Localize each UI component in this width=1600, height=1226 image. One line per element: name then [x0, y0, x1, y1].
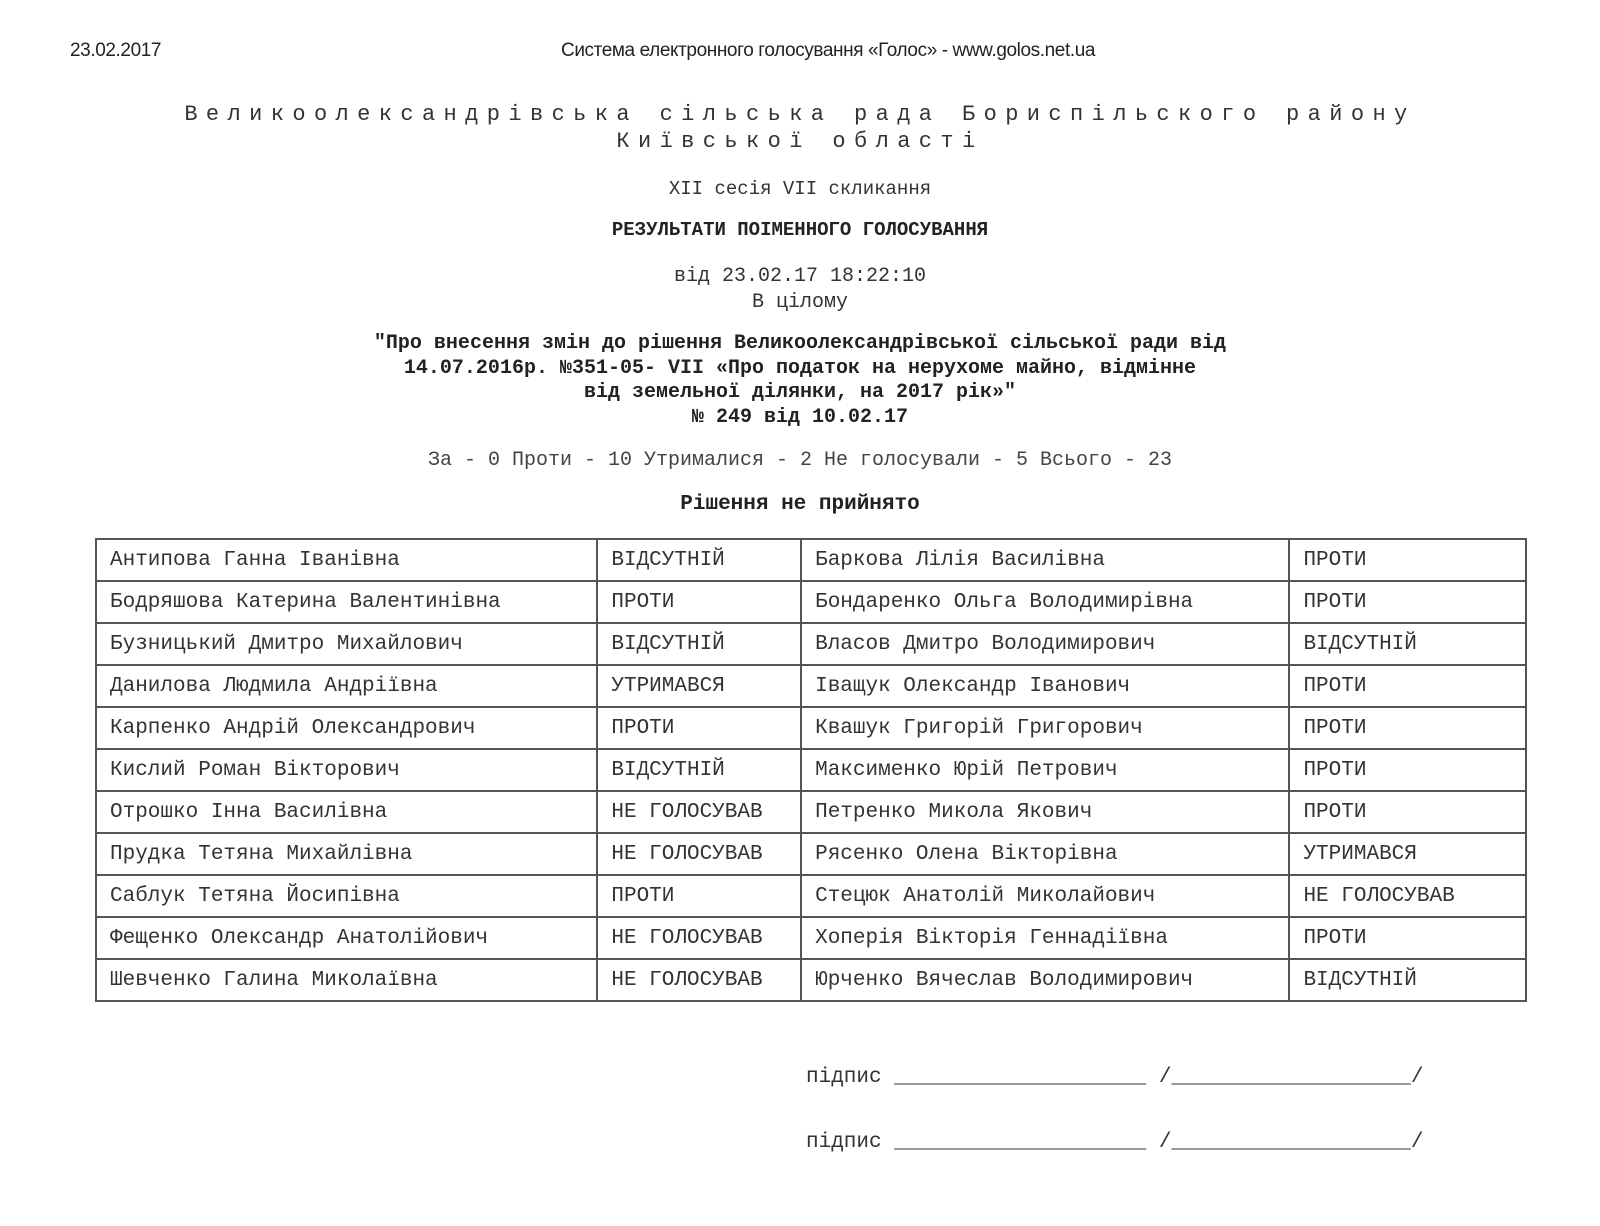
- vote-cell: ПРОТИ: [597, 875, 801, 917]
- vote-cell: ПРОТИ: [597, 707, 801, 749]
- votes-table: [95, 538, 1527, 1002]
- deputy-name-cell: Карпенко Андрій Олександрович: [96, 707, 597, 749]
- signature-line-1: підпис ____________________ /___________________/: [806, 1066, 1424, 1089]
- deputy-name-cell: Власов Дмитро Володимирович: [801, 623, 1289, 665]
- vote-cell: ВІДСУТНІЙ: [597, 749, 801, 791]
- deputy-name-cell: Данилова Людмила Андріївна: [96, 665, 597, 707]
- deputy-name-cell: Бондаренко Ольга Володимирівна: [801, 581, 1289, 623]
- table-row: [96, 623, 1526, 665]
- deputy-name-cell: Бузницький Дмитро Михайлович: [96, 623, 597, 665]
- table-row: [96, 539, 1526, 581]
- table-row: [96, 665, 1526, 707]
- subject-line-4: № 249 від 10.02.17: [691, 405, 909, 429]
- subject-line-3: від земельної ділянки, на 2017 рік»": [583, 381, 1017, 404]
- deputy-name-cell: Баркова Лілія Василівна: [801, 539, 1289, 581]
- decision-subject: [0, 332, 1600, 430]
- council-name: [0, 101, 1600, 155]
- session-title: XII сесія VII скликання: [668, 178, 932, 200]
- deputy-name-cell: Максименко Юрій Петрович: [801, 749, 1289, 791]
- vote-cell: ПРОТИ: [1289, 749, 1526, 791]
- vote-cell: НЕ ГОЛОСУВАВ: [597, 959, 801, 1001]
- print-date: 23.02.2017: [70, 40, 162, 61]
- vote-cell: ПРОТИ: [1289, 707, 1526, 749]
- deputy-name-cell: Петренко Микола Якович: [801, 791, 1289, 833]
- table-row: [96, 581, 1526, 623]
- deputy-name-cell: Антипова Ганна Іванівна: [96, 539, 597, 581]
- table-row: [96, 749, 1526, 791]
- deputy-name-cell: Рясенко Олена Вікторівна: [801, 833, 1289, 875]
- vote-cell: УТРИМАВСЯ: [597, 665, 801, 707]
- vote-cell: ПРОТИ: [1289, 539, 1526, 581]
- deputy-name-cell: Стецюк Анатолій Миколайович: [801, 875, 1289, 917]
- deputy-name-cell: Саблук Тетяна Йосипівна: [96, 875, 597, 917]
- vote-datetime: від 23.02.17 18:22:10: [673, 265, 927, 288]
- table-row: [96, 833, 1526, 875]
- vote-cell: ПРОТИ: [597, 581, 801, 623]
- vote-counts: За - 0 Проти - 10 Утрималися - 2 Не голосували - 5 Всього - 23: [427, 449, 1173, 472]
- vote-cell: НЕ ГОЛОСУВАВ: [597, 917, 801, 959]
- vote-cell: УТРИМАВСЯ: [1289, 833, 1526, 875]
- deputy-name-cell: Прудка Тетяна Михайлівна: [96, 833, 597, 875]
- vote-scope: В цілому: [751, 291, 848, 314]
- results-title: РЕЗУЛЬТАТИ ПОІМЕННОГО ГОЛОСУВАННЯ: [611, 219, 989, 241]
- deputy-name-cell: Шевченко Галина Миколаївна: [96, 959, 597, 1001]
- table-row: [96, 707, 1526, 749]
- table-row: [96, 875, 1526, 917]
- vote-cell: ВІДСУТНІЙ: [597, 623, 801, 665]
- table-row: [96, 791, 1526, 833]
- vote-cell: НЕ ГОЛОСУВАВ: [1289, 875, 1526, 917]
- subject-line-1: "Про внесення змін до рішення Великоолександрівської сільської ради від: [373, 332, 1227, 355]
- deputy-name-cell: Квашук Григорій Григорович: [801, 707, 1289, 749]
- deputy-name-cell: Отрошко Інна Василівна: [96, 791, 597, 833]
- deputy-name-cell: Фещенко Олександр Анатолійович: [96, 917, 597, 959]
- subject-line-2: 14.07.2016р. №351-05- VII «Про податок на нерухоме майно, відмінне: [403, 356, 1197, 380]
- vote-cell: ПРОТИ: [1289, 917, 1526, 959]
- vote-cell: ПРОТИ: [1289, 665, 1526, 707]
- deputy-name-cell: Юрченко Вячеслав Володимирович: [801, 959, 1289, 1001]
- vote-date-block: [0, 264, 1600, 316]
- council-name-line2: Київської області: [616, 129, 984, 154]
- deputy-name-cell: Хоперія Вікторія Геннадіївна: [801, 917, 1289, 959]
- deputy-name-cell: Кислий Роман Вікторович: [96, 749, 597, 791]
- signature-line-2: підпис ____________________ /___________________/: [806, 1131, 1424, 1154]
- vote-cell: ПРОТИ: [1289, 581, 1526, 623]
- table-row: [96, 959, 1526, 1001]
- vote-cell: НЕ ГОЛОСУВАВ: [597, 791, 801, 833]
- system-title: Система електронного голосування «Голос» - www.golos.net.ua: [561, 40, 1096, 61]
- deputy-name-cell: Бодряшова Катерина Валентинівна: [96, 581, 597, 623]
- deputy-name-cell: Іващук Олександр Іванович: [801, 665, 1289, 707]
- vote-cell: ВІДСУТНІЙ: [597, 539, 801, 581]
- table-row: [96, 917, 1526, 959]
- council-name-line1: Великоолександрівська сільська рада Бориспільского району: [184, 102, 1416, 127]
- vote-cell: ПРОТИ: [1289, 791, 1526, 833]
- vote-cell: ВІДСУТНІЙ: [1289, 623, 1526, 665]
- decision-result: Рішення не прийнято: [680, 493, 920, 516]
- votes-table-body: [96, 539, 1526, 1001]
- vote-cell: НЕ ГОЛОСУВАВ: [597, 833, 801, 875]
- vote-cell: ВІДСУТНІЙ: [1289, 959, 1526, 1001]
